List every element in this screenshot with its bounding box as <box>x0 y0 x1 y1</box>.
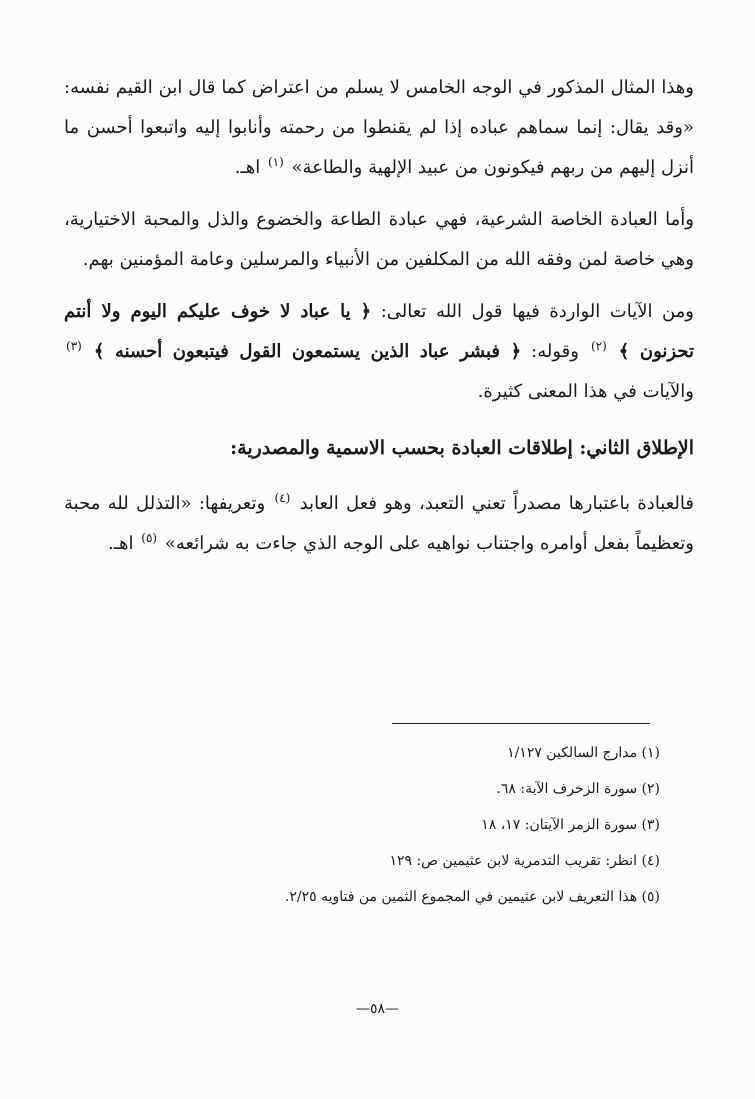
footnote-ref-3: (٣) <box>66 339 82 353</box>
footnote-separator <box>392 723 650 724</box>
paragraph-1-end: اهـ. <box>234 157 261 178</box>
footnotes <box>230 735 660 915</box>
footnote-2: (٢) سورة الزخرف الآية: ٦٨. <box>496 781 660 797</box>
footnote-1: (١) مدارج السالكين ١/١٢٧ <box>507 745 660 761</box>
footnote-5: (٥) هذا التعريف لابن عثيمين في المجموع الثمين من فتاويه ٢/٢٥. <box>284 889 660 905</box>
footnote-ref-4: (٤) <box>274 491 291 505</box>
paragraph-1-text: وهذا المثال المذكور في الوجه الخامس لا يسلم من اعتراض كما قال ابن القيم نفسه: «وقد يقال: إنما سماهم عباده إذا لم يقنطوا من رحمته وأنابوا إليه واتبعوا أحسن ما أنزل إليهم من ربهم فيكونون من عبيد الإلهية والطاعة» <box>64 77 694 178</box>
page-body <box>64 68 694 564</box>
footnote-4: (٤) انظر: تقريب التدمرية لابن عثيمين ص: ١٢٩ <box>389 853 660 869</box>
footnote-ref-2: (٢) <box>590 339 607 353</box>
paragraph-3-connector: وقوله: <box>521 341 579 362</box>
paragraph-4-end: اهـ. <box>108 533 134 554</box>
footnote-ref-5: (٥) <box>141 531 158 545</box>
paragraph-2: وأما العبادة الخاصة الشرعية، فهي عبادة الطاعة والخضوع والذل والمحبة الاختيارية، وهي خاصة لمن وفقه الله من المكلفين من الأنبياء والمرسلين وعامة المؤمنين بهم. <box>64 209 694 270</box>
page-number: —٥٨— <box>355 1001 400 1017</box>
section-heading: الإطلاق الثاني: إطلاقات العبادة بحسب الاسمية والمصدرية: <box>230 437 694 459</box>
paragraph-3 <box>64 292 694 412</box>
paragraph-4-text: فالعبادة باعتبارها مصدراً تعني التعبد، وهو فعل العابد <box>299 493 694 514</box>
paragraph-1 <box>64 68 694 188</box>
footnote-ref-1: (١) <box>267 155 284 169</box>
quran-verse-2: ﴿ فبشر عباد الذين يستمعون القول فيتبعون أحسنه ﴾ <box>93 341 522 362</box>
paragraph-4 <box>64 484 694 564</box>
footnote-3: (٣) سورة الزمر الآيتان: ١٧، ١٨ <box>481 817 660 833</box>
paragraph-4-definition: وتعريفها: «التذلل لله محبة وتعظيماً بفعل أوامره واجتناب نواهيه على الوجه الذي جاءت به شرائعه» <box>64 493 694 554</box>
paragraph-3-intro: ومن الآيات الواردة فيها قول الله تعالى: <box>371 301 694 322</box>
paragraph-3-end: والآيات في هذا المعنى كثيرة. <box>477 381 694 402</box>
quran-verse-1: ﴿ يا عباد لا خوف عليكم اليوم ولا أنتم تحزنون ﴾ <box>64 301 694 362</box>
